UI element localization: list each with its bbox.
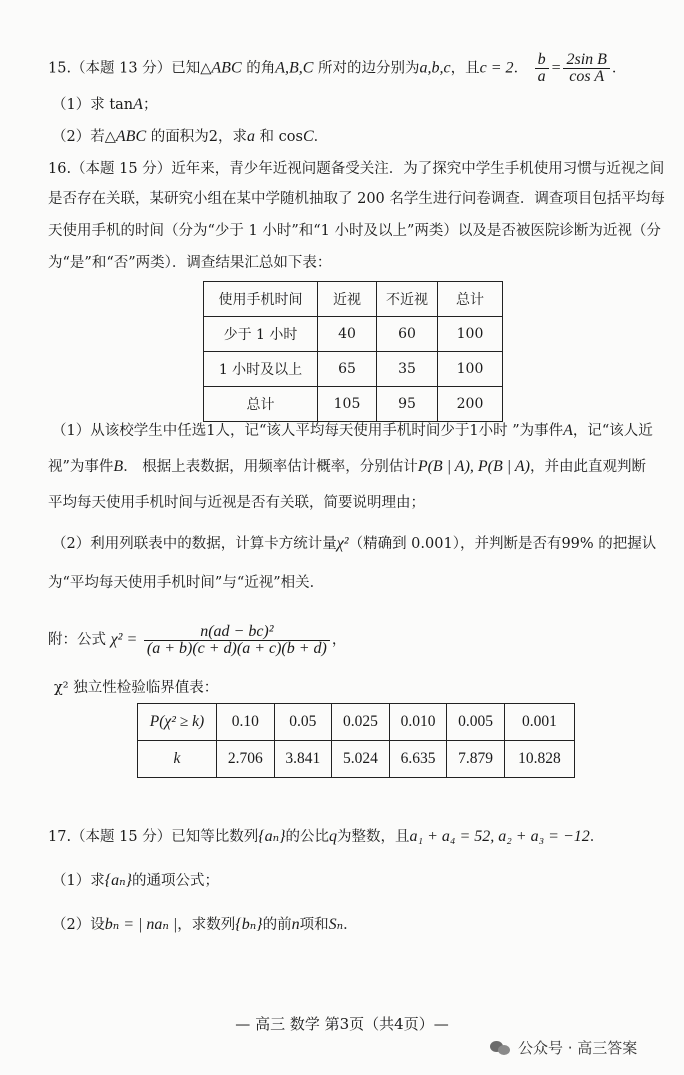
table-cell: 40 [318,317,377,352]
table-row [204,387,503,422]
table-cell: 60 [377,317,438,352]
q16-part2-line1: （2）利用列联表中的数据，计算卡方统计量χ²（精确到 0.001），并判断是否有99% 的把握认 [52,535,657,552]
q16-line4: 为“是”和“否”两类）．调查结果汇总如下表： [48,255,332,271]
formula-fraction: $\frac{\text{n(ad − bc)²}}{(a + b)(c + d)(a + c)(b + d)}$ [144,624,330,657]
table-cell: 5.024 [332,741,390,778]
table-cell: 0.010 [389,704,447,741]
table-cell: 0.05 [274,704,332,741]
table-cell: 65 [318,352,377,387]
table-cell: 100 [438,352,503,387]
chi-square-formula: 附：公式 χ² = $\frac{\text{n(ad − bc)²}}{(a + b)(c + d)(a + c)(b + d)}$ ， [48,622,347,657]
table-row [138,704,575,741]
q15-part1: （1）求 tanA； [52,96,158,113]
table-cell: 7.879 [447,741,505,778]
table-header-cell: 不近视 [377,282,438,317]
critical-value-table [137,703,575,778]
q16-part2-line2: 为“平均每天使用手机时间”与“近视”相关． [48,575,325,591]
table-cell: 少于 1 小时 [204,317,318,352]
q16-line1: 16.（本题 15 分）近年来，青少年近视问题备受关注．为了探究中学生手机使用习惯与近视之间 [48,161,665,177]
survey-table [203,281,503,422]
table-header-cell: 使用手机时间 [204,282,318,317]
q16-part1-line2: 视”为事件B． 根据上表数据，用频率估计概率，分别估计P(B | A), P(B | A)，并由此直观判断 [48,458,646,475]
table-cell: 0.005 [447,704,505,741]
table-cell: 105 [318,387,377,422]
probability-label: P(χ² ≥ k) [138,704,217,741]
wechat-logo-icon [490,1040,512,1056]
table-cell: 0.001 [504,704,574,741]
q16-line2: 是否存在关联，某研究小组在某中学随机抽取了 200 名学生进行问卷调查．调查项目包括平均每 [48,191,665,207]
table-cell: 35 [377,352,438,387]
q15-fraction-right: $\frac{\text{2sin B}}{\text{cos A}}$ [563,52,609,85]
conditional-probabilities: P(B | A), P(B | A) [417,458,530,475]
q15-part2: （2）若△ABC 的面积为2，求a 和 cosC． [52,128,329,145]
watermark-text: 公众号 · 高三答案 [518,1039,638,1057]
table-header-row [204,282,503,317]
q16-part1-line3: 平均每天使用手机时间与近视是否有关联，简要说明理由； [48,495,425,511]
q17-line1: 17.（本题 15 分）已知等比数列{aₙ}的公比q为整数，且a₁ + a₄ = 52, a₂ + a₃ = −12． [48,828,605,845]
table-cell: 10.828 [504,741,574,778]
table-cell: 2.706 [217,741,275,778]
table-cell: 总计 [204,387,318,422]
table-cell: 1 小时及以上 [204,352,318,387]
table-header-cell: 总计 [438,282,503,317]
table-row [204,352,503,387]
q15-fraction-left: $\frac{b}{a}$ [535,52,549,85]
q15-line1: 15.（本题 13 分）已知△ABC 的角A,B,C 所对的边分别为a,b,c，且c = 2． $\frac{b}{a}$ = $\frac{\text{2sin B}}{\text{cos A}}$ ． [48,51,627,85]
k-label: k [138,741,217,778]
q17-part1: （1）求{aₙ}的通项公式； [52,872,220,889]
q16-line3: 天使用手机的时间（分为“少于 1 小时”和“1 小时及以上”两类）以及是否被医院诊断为近视（分 [48,223,661,239]
table-cell: 100 [438,317,503,352]
table-cell: 0.025 [332,704,390,741]
table-row [138,741,575,778]
watermark [490,1037,637,1058]
page-footer: — 高三 数学 第3页（共4页）— [235,1015,449,1033]
q16-part1-line1: （1）从该校学生中任选1人，记“该人平均每天使用手机时间少于1小时 ”为事件A，记“该人近 [52,422,653,439]
table-row [204,317,503,352]
table-cell: 95 [377,387,438,422]
table-cell: 3.841 [274,741,332,778]
table-header-cell: 近视 [318,282,377,317]
table-cell: 6.635 [389,741,447,778]
critical-table-title: χ² 独立性检验临界值表： [54,680,219,696]
q17-part2: （2）设bₙ = | naₙ |，求数列{bₙ}的前n项和Sₙ． [52,916,358,933]
table-cell: 0.10 [217,704,275,741]
table-cell: 200 [438,387,503,422]
